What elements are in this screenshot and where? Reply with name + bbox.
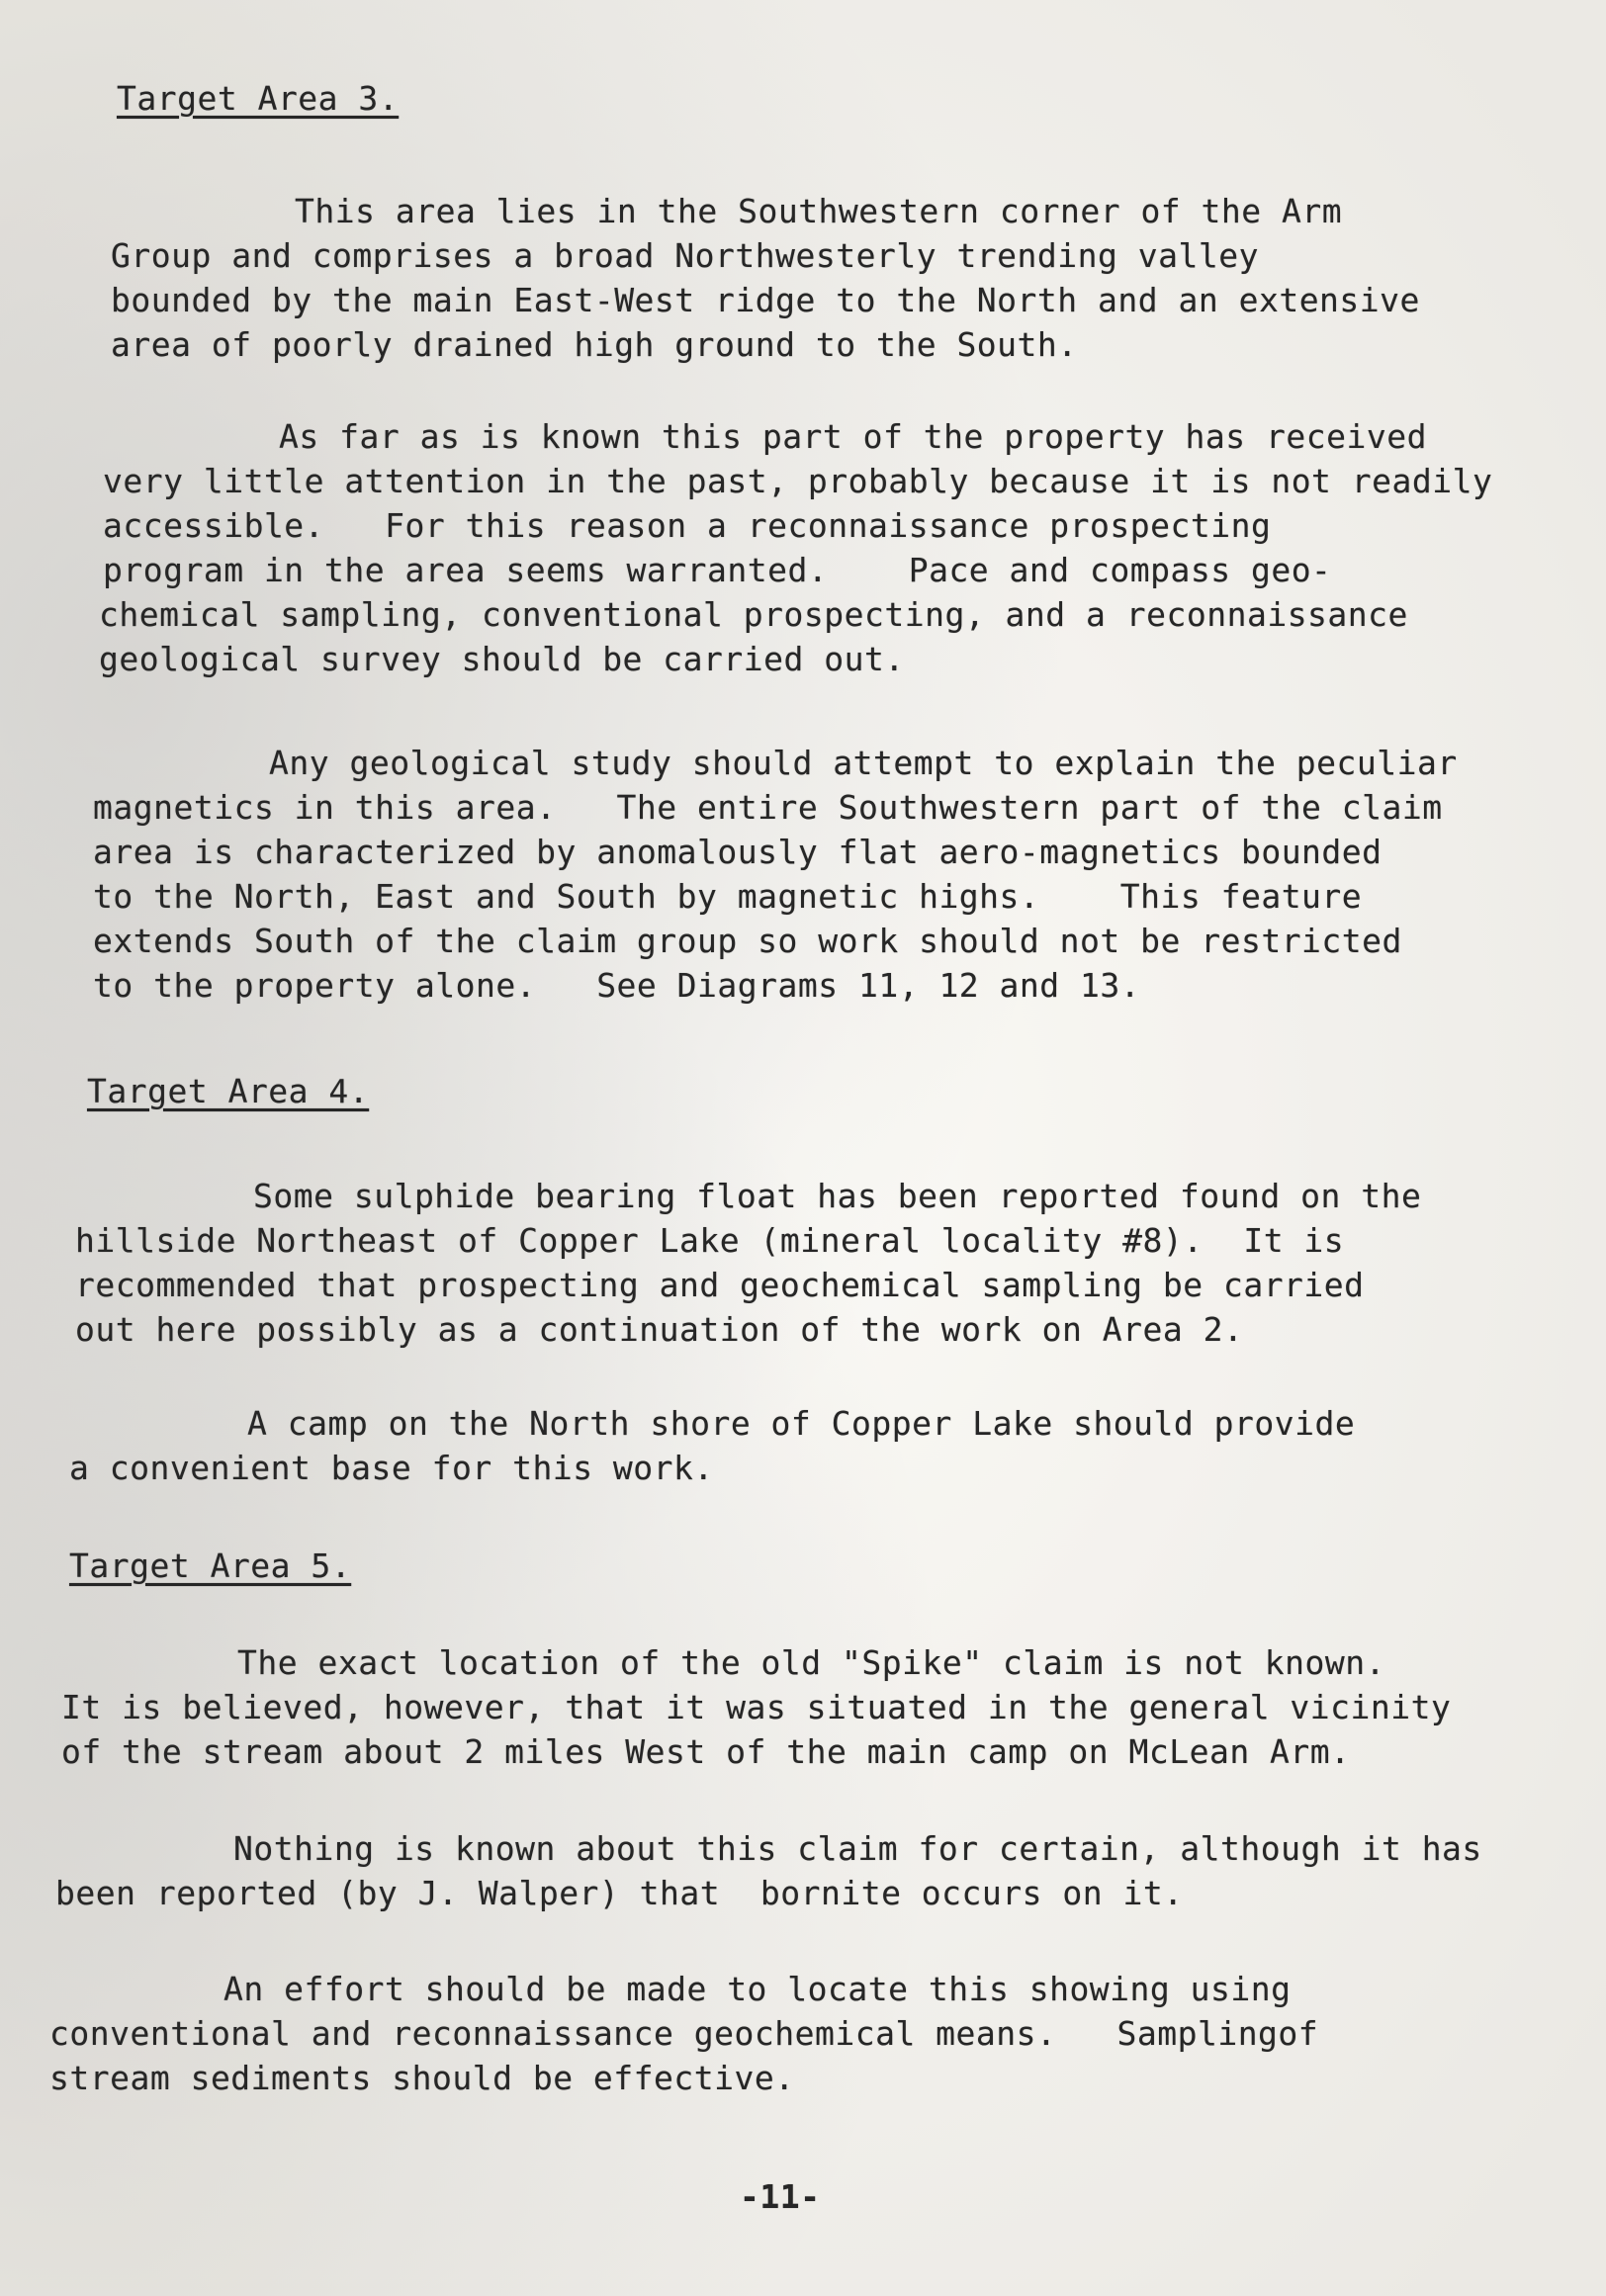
- text-line: conventional and reconnaissance geochemical means. Samplingof: [49, 2014, 1319, 2053]
- text-line: extends South of the claim group so work should not be restricted: [93, 922, 1402, 960]
- text-line: geological survey should be carried out.: [99, 640, 905, 678]
- text-line: been reported (by J. Walper) that bornite occurs on it.: [55, 1874, 1184, 1912]
- text-line: A camp on the North shore of Copper Lake should provide: [247, 1404, 1356, 1443]
- text-line: program in the area seems warranted. Pace and compass geo-: [103, 551, 1332, 589]
- heading-target-area-4: Target Area 4.: [87, 1072, 370, 1110]
- text-line: chemical sampling, conventional prospecting, and a reconnaissance: [99, 595, 1408, 634]
- heading-target-area-5: Target Area 5.: [69, 1546, 352, 1585]
- heading-target-area-3: Target Area 3.: [117, 79, 400, 118]
- text-line: area of poorly drained high ground to the South.: [111, 325, 1078, 364]
- text-line: Group and comprises a broad Northwesterly trending valley: [111, 236, 1259, 275]
- text-line: hillside Northeast of Copper Lake (mineral locality #8). It is: [75, 1221, 1345, 1260]
- text-line: very little attention in the past, probably because it is not readily: [103, 462, 1493, 500]
- text-line: It is believed, however, that it was situated in the general vicinity: [61, 1688, 1452, 1726]
- text-line: out here possibly as a continuation of the work on Area 2.: [75, 1310, 1244, 1349]
- text-line: Any geological study should attempt to explain the peculiar: [269, 744, 1458, 782]
- text-line: An effort should be made to locate this showing using: [223, 1970, 1292, 2008]
- text-line: This area lies in the Southwestern corner of the Arm: [295, 192, 1343, 230]
- text-line: bounded by the main East-West ridge to the North and an extensive: [111, 281, 1420, 319]
- text-line: magnetics in this area. The entire Southwestern part of the claim: [93, 788, 1443, 827]
- text-line: a convenient base for this work.: [69, 1449, 714, 1487]
- text-line: to the property alone. See Diagrams 11, 12 and 13.: [93, 966, 1141, 1005]
- text-line: area is characterized by anomalously flat aero-magnetics bounded: [93, 833, 1383, 871]
- text-line: recommended that prospecting and geochemical sampling be carried: [75, 1266, 1365, 1304]
- text-line: The exact location of the old "Spike" claim is not known.: [237, 1643, 1385, 1682]
- text-line: accessible. For this reason a reconnaissance prospecting: [103, 506, 1272, 545]
- text-line: of the stream about 2 miles West of the main camp on McLean Arm.: [61, 1732, 1351, 1771]
- page-number: -11-: [740, 2177, 821, 2216]
- text-line: stream sediments should be effective.: [49, 2059, 795, 2097]
- text-line: Nothing is known about this claim for certain, although it has: [233, 1829, 1482, 1868]
- text-line: As far as is known this part of the property has received: [279, 417, 1427, 456]
- text-line: Some sulphide bearing float has been reported found on the: [253, 1177, 1422, 1215]
- text-line: to the North, East and South by magnetic highs. This feature: [93, 877, 1363, 916]
